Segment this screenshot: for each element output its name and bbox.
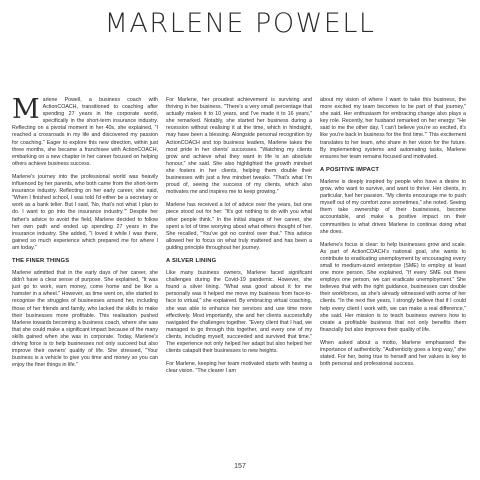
drop-cap: M (12, 97, 40, 125)
paragraph: Marlene is deeply inspired by people who have a desire to grow, who want to survive, and want to thrive. Her clients, in particular, fuel her passion. "My clients encourage me to push myself out of my comfort zone sometimes," she noted. Seeing them take ownership of their businesses, become accountable, and make a positive impact on their communities is what drives Marlene to continue doing what she does. (320, 178, 466, 235)
paragraph: For Marlene, her proudest achievement is surviving and thriving in her business. "There's a very small percentage that actually makes it to 10 years, and I've made it to 16 years," she remarked. Notably, she started her business during a recession without realising it at the time, which in hindsight, may have been a blessing. Alongside personal recognition by ActionCOACH and top business leaders, Marlene takes the most pride in her clients' successes. "Watching my clients grow and achieve what they want in life is an absolute honour," she said. She also highlighted the growth mindset she fosters in her clients, helping them double their businesses with just a few mindset tweaks. "That's what I'm proud of, seeing the success of my clients, which also motivates me and inspires me to keep growing." (166, 97, 312, 196)
paragraph: Marlene has received a lot of advice over the years, but one piece stood out for her: "It's got nothing to do with you what other people think." In the initial stages of her career, she spent a lot of time worrying about what others thought of her. She recalled, "You've got no control over that." This advice allowed her to focus on what truly mattered and has been a guiding principle throughout her journey. (166, 202, 312, 251)
column-1 (12, 97, 158, 461)
paragraph: When asked about a motto, Marlene emphasised the importance of authenticity. "Authenticity goes a long way," she stated. For her, being true to herself and her values is key to both personal and professional success. (320, 339, 466, 368)
article-body (12, 97, 468, 461)
article-title: MARLENE POWELL (104, 8, 376, 39)
column-2 (166, 97, 312, 461)
section-heading: A POSITIVE IMPACT (320, 166, 380, 173)
paragraph: about my vision of where I want to take this business, the more excited my team becomes to be part of that journey," she said. Her enthusiasm for embracing change also plays a key role. Recently, her husband remarked on her energy: "He said to me the other day, 'I can't believe you're so excited, it's like you're back in business for the first time.'" This excitement translates to her team, who share in her vision for the future. By implementing systems and automating tasks, Marlene ensures her team remains focused and motivated. (320, 97, 466, 160)
paragraph: Marlene's focus is clear: to help businesses grow and scale. As part of ActionCOACH's national goal, she wants to contribute to eradicating unemployment by encouraging every small to medium-sized enterprise (SME) to employ at least one more person. She explained, "If every SME out there employs one person, we can eradicate unemployment." She believes that with the right guidance, businesses can double their workforces, as she's already witnessed with some of her clients. "In the next five years, I strongly believe that if I could help every client I work with, we can make a real difference," she said. Her mission is to teach business owners how to create a profitable business that not only benefits them financially but also improves their quality of life. (320, 241, 466, 333)
column-3 (320, 97, 466, 461)
paragraph: Marlene admitted that in the early days of her career, she didn't have a clear sense of purpose. She explained, "It was just go to work, earn money, come home and be like a hamster in a wheel." However, as time went on, she started to recognise the struggles of businesses around her, including those of her friends and family, who lacked the skills to make their businesses more profitable. This realisation pushed Marlene towards becoming a business coach, where she saw that she could make a significant impact because of the many skills gained when she was in corporate. Today, Marlene's driving force is to help businesses not only succeed but also improve their owners' quality of life. She stressed, "Your business is a vehicle to give you time and money so you can enjoy the finer things in life." (12, 270, 158, 369)
paragraph: For Marlene, keeping her team motivated starts with having a clear vision. "The clearer I am (166, 361, 312, 375)
page-number: 157 (234, 463, 246, 470)
paragraph: Marlene's journey into the professional world was heavily influenced by her parents, who both came from the short-term insurance industry. Reflecting on her early career, she said, "When I finished school, I was told I'd either be a secretary or work as a bank teller. But I said, 'No, that's not what I plan to do. I want to go into the insurance industry.'" Despite her father's advice to avoid the field, Marlene decided to follow her own path and ended up spending 27 years in the insurance industry. She added, "I loved it while I was there, gained so much experience which prepared me for where I am today." (12, 173, 158, 251)
section-heading: A SILVER LINING (166, 257, 217, 264)
section-heading: THE FINER THINGS (12, 257, 70, 264)
paragraph: Like many business owners, Marlene faced significant challenges during the Covid-19 pandemic. However, she found a silver lining. "What was good about it for me personally was it helped me move my business from face-to-face to virtual," she explained. By embracing virtual coaching, she was able to enhance her services and use time more effectively. Most importantly, she and her clients successfully navigated the challenges together. "Every client that I had, we managed to go through this together, and every one of my clients, including myself, succeeded and survived that time." The experience not only helped her adapt but also helped her clients catapult their businesses to new heights. (166, 270, 312, 355)
intro-text: arlene Powell, a business coach with ActionCOACH, transitioned to coaching after spending 27 years in the corporate world, specifically in the short-term insurance industry. Reflecting on a pivotal moment in her 40s, she explained, "I reached a crossroads in my life and discovered my passion for coaching." Eager to explore this new direction, within just three months, she became a franchisee with ActionCOACH, embarking on a new chapter in her career focused on helping others achieve business success. (12, 97, 158, 167)
intro-paragraph (12, 97, 158, 168)
